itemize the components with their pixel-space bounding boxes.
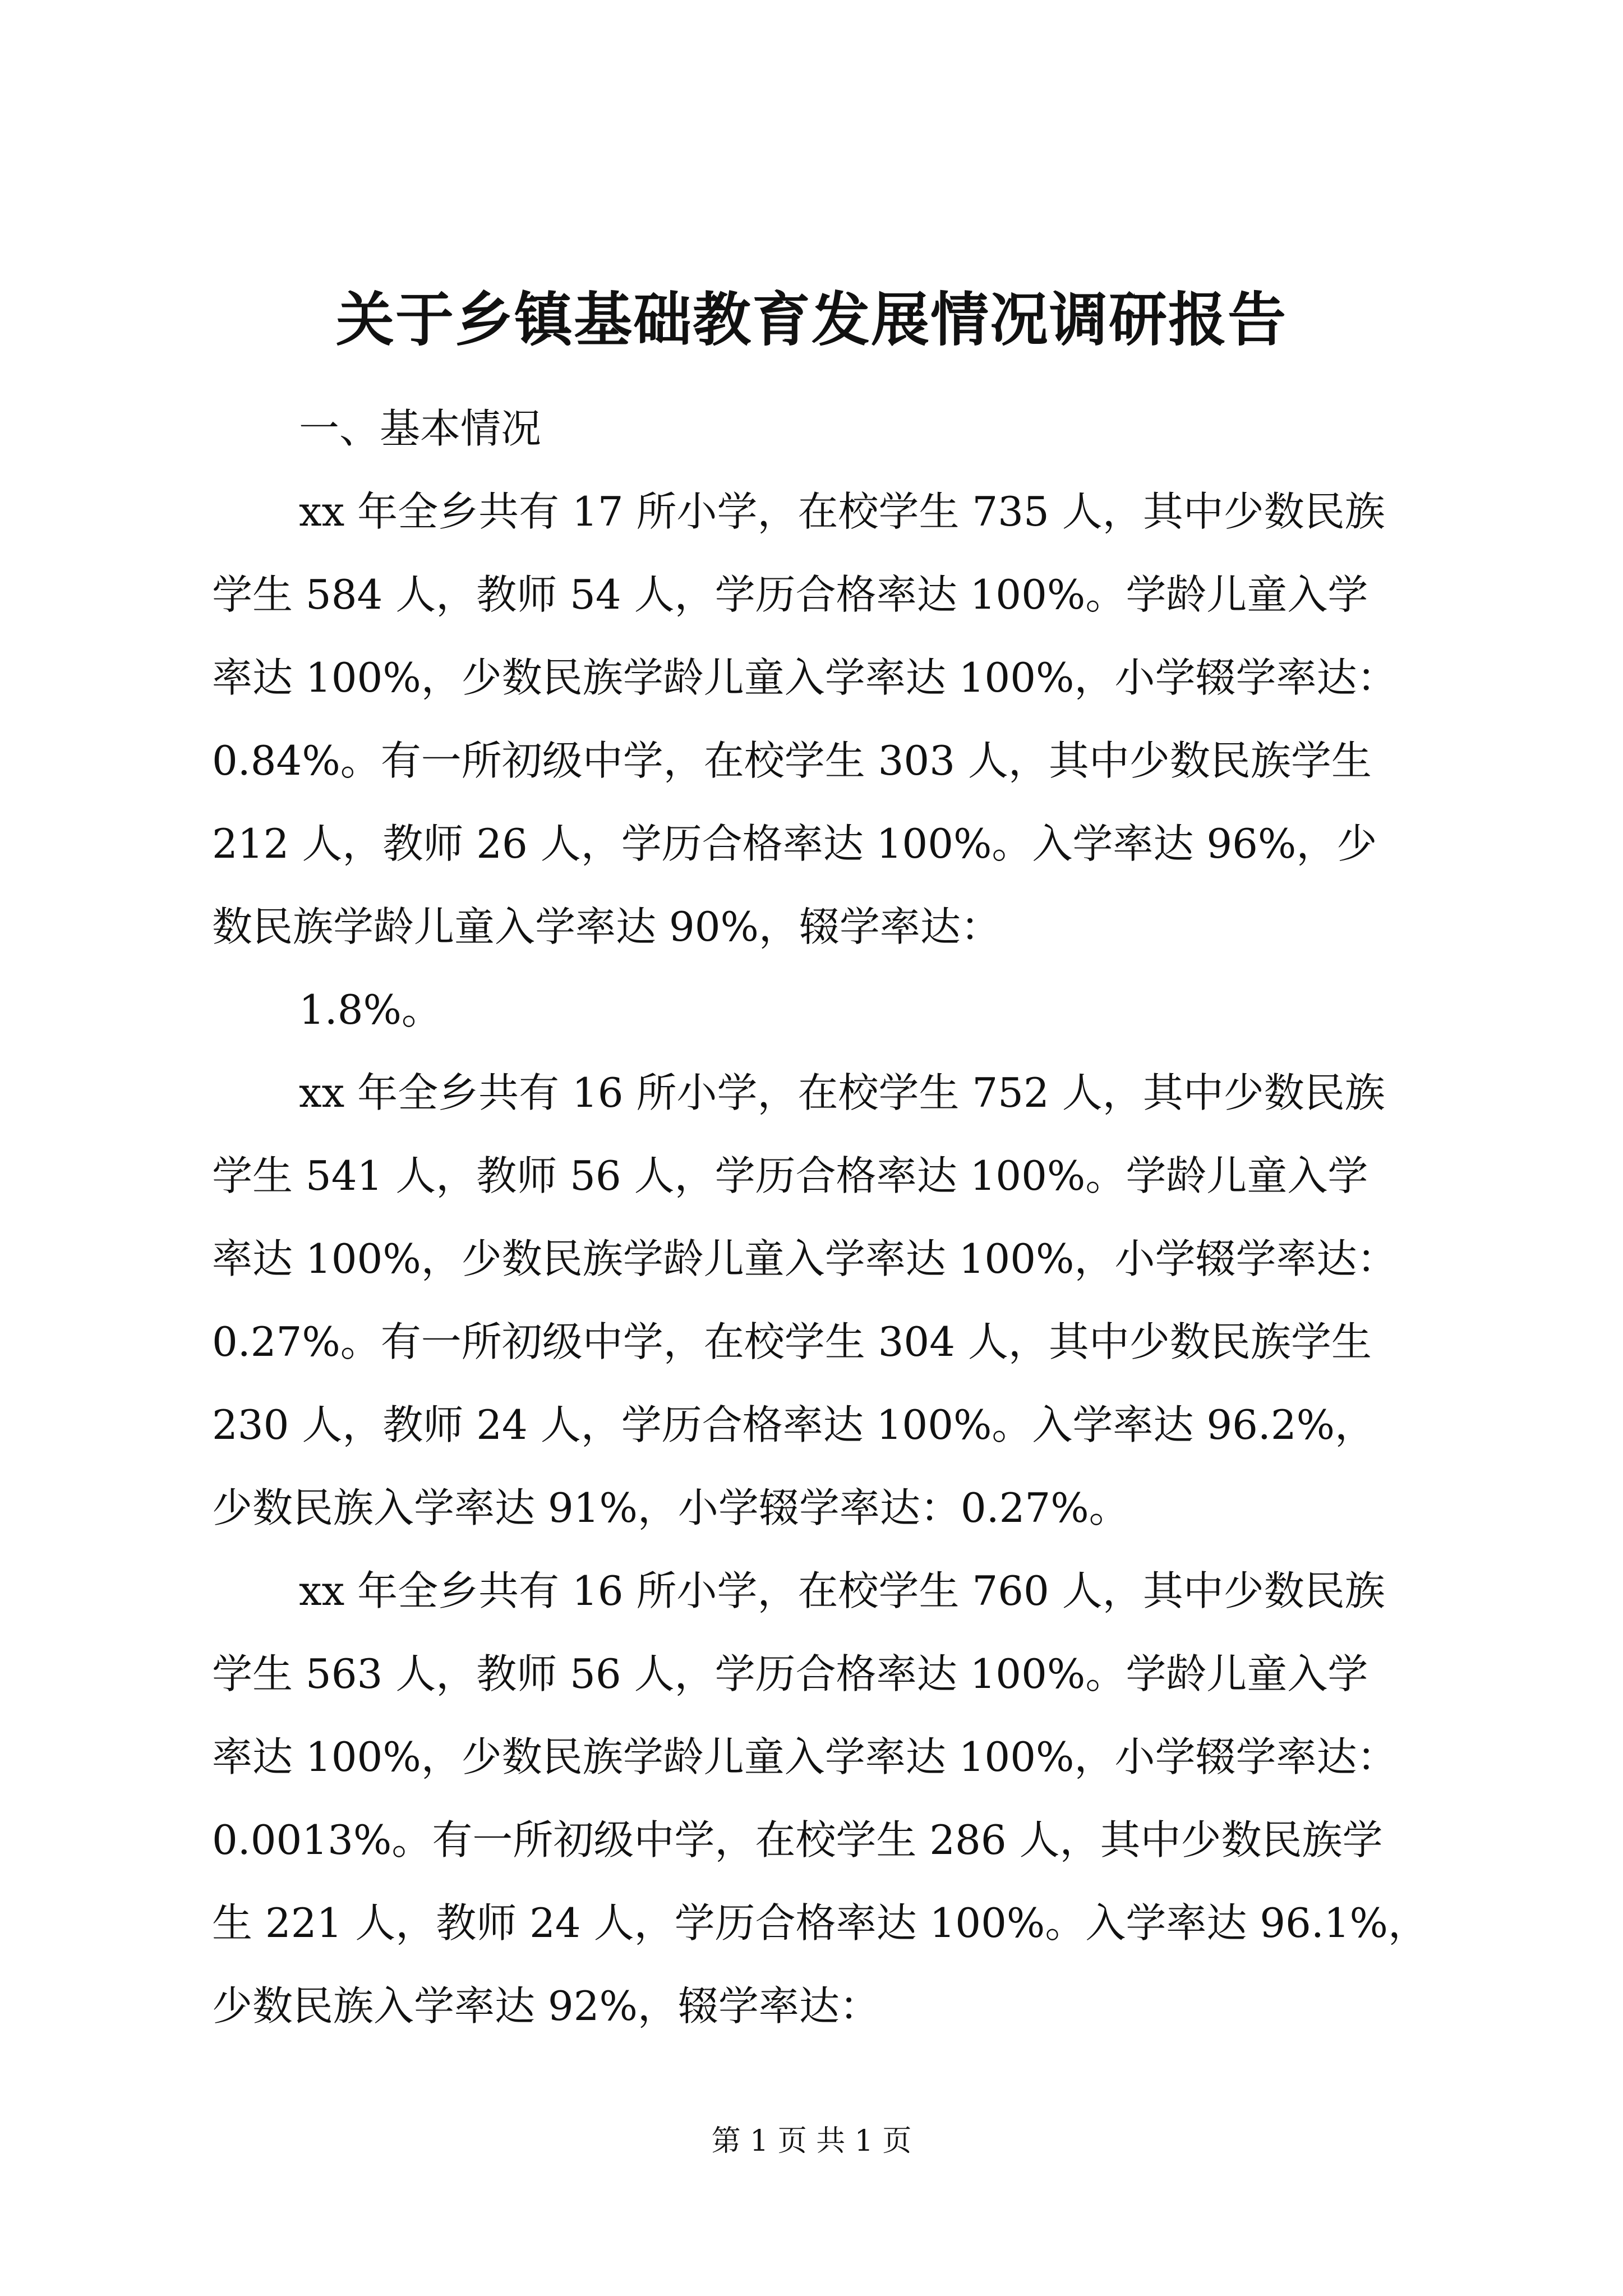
paragraph-line: 少数民族入学率达 92%，辍学率达： <box>212 1982 880 2030</box>
paragraph-line: 少数民族入学率达 91%，小学辍学率达：0.27%。 <box>212 1484 1129 1531</box>
section-heading: 一、基本情况 <box>299 405 542 452</box>
document-title: 关于乡镇基础教育发展情况调研报告 <box>335 285 1287 354</box>
document-body <box>212 387 1446 2047</box>
paragraph-line: xx 年全乡共有 16 所小学，在校学生 752 人，其中少数民族 <box>299 1069 1385 1116</box>
paragraph-line: xx 年全乡共有 17 所小学，在校学生 735 人，其中少数民族 <box>299 488 1385 535</box>
paragraph-line: xx 年全乡共有 16 所小学，在校学生 760 人，其中少数民族 <box>299 1567 1385 1614</box>
paragraph-line: 学生 563 人，教师 56 人，学历合格率达 100%。学龄儿童入学 <box>212 1650 1368 1697</box>
paragraph-line: 212 人，教师 26 人，学历合格率达 100%。入学率达 96%，少 <box>212 820 1377 867</box>
paragraph-line: 学生 584 人，教师 54 人，学历合格率达 100%。学龄儿童入学 <box>212 571 1368 618</box>
paragraph-line: 率达 100%，少数民族学龄儿童入学率达 100%，小学辍学率达： <box>212 654 1398 701</box>
paragraph-line: 数民族学龄儿童入学率达 90%，辍学率达： <box>212 903 1001 950</box>
paragraph-line: 0.27%。有一所初级中学，在校学生 304 人，其中少数民族学生 <box>212 1318 1372 1365</box>
paragraph-line: 0.84%。有一所初级中学，在校学生 303 人，其中少数民族学生 <box>212 737 1372 784</box>
page-footer: 第 1 页 共 1 页 <box>711 2124 912 2158</box>
paragraph-line: 学生 541 人，教师 56 人，学历合格率达 100%。学龄儿童入学 <box>212 1152 1368 1199</box>
paragraph-line: 1.8%。 <box>299 986 442 1033</box>
paragraph-line: 0.0013%。有一所初级中学，在校学生 286 人，其中少数民族学 <box>212 1816 1383 1864</box>
paragraph-line: 230 人，教师 24 人，学历合格率达 100%。入学率达 96.2%， <box>212 1401 1376 1448</box>
paragraph-line: 率达 100%，少数民族学龄儿童入学率达 100%，小学辍学率达： <box>212 1235 1398 1282</box>
paragraph-line: 生 221 人，教师 24 人，学历合格率达 100%。入学率达 96.1%， <box>212 1899 1428 1947</box>
paragraph-line: 率达 100%，少数民族学龄儿童入学率达 100%，小学辍学率达： <box>212 1733 1398 1780</box>
